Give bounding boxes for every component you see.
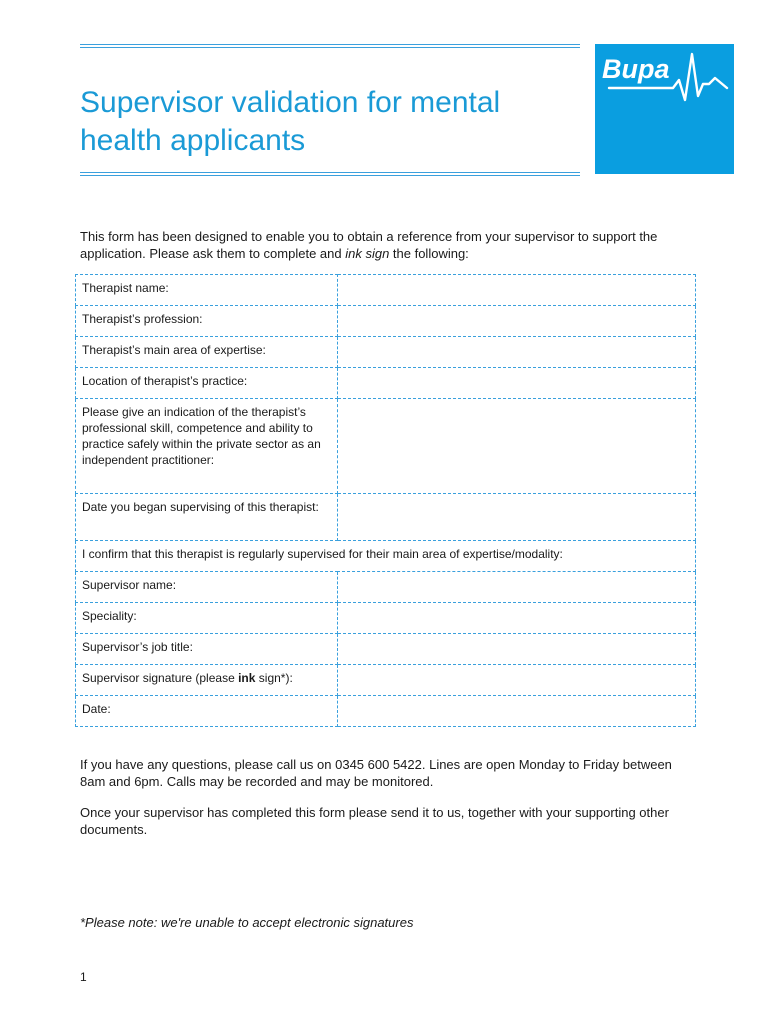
therapist-location-field[interactable] [337, 368, 695, 399]
supervisor-name-field[interactable] [337, 572, 695, 603]
signature-label-suffix: sign*): [255, 671, 293, 685]
job-title-label: Supervisor’s job title: [76, 634, 338, 665]
intro-emphasis: ink sign [345, 246, 390, 261]
date-field[interactable] [337, 696, 695, 727]
supervisor-form-table [75, 274, 696, 727]
therapist-location-label: Location of therapist’s practice: [76, 368, 338, 399]
signature-label [76, 665, 338, 696]
indication-label: Please give an indication of the therapist’s professional skill, competence and ability to practice safely within the private sector as an independent practitioner: [76, 399, 338, 494]
form-row-therapist-profession [76, 306, 696, 337]
top-rule [80, 44, 580, 48]
page-number: 1 [80, 970, 87, 984]
signature-note: *Please note: we're unable to accept electronic signatures [80, 915, 414, 930]
bottom-rule [80, 172, 580, 176]
questions-paragraph: If you have any questions, please call us on 0345 600 5422. Lines are open Monday to Friday between 8am and 6pm. Calls may be recorded and may be monitored. [80, 757, 672, 789]
confirm-statement: I confirm that this therapist is regularly supervised for their main area of expertise/modality: [76, 541, 696, 572]
signature-label-prefix: Supervisor signature (please [82, 671, 239, 685]
form-row-supervisor-name [76, 572, 696, 603]
therapist-profession-label: Therapist’s profession: [76, 306, 338, 337]
bupa-logo-mark [595, 44, 734, 174]
intro-part2: the following: [389, 246, 469, 261]
speciality-field[interactable] [337, 603, 695, 634]
form-row-therapist-location [76, 368, 696, 399]
bupa-logo-text: Bupa [602, 54, 670, 84]
signature-field[interactable] [337, 665, 695, 696]
send-paragraph: Once your supervisor has completed this form please send it to us, together with your supporting other documents. [80, 805, 669, 837]
therapist-expertise-field[interactable] [337, 337, 695, 368]
page-title: Supervisor validation for mental health applicants [80, 86, 501, 157]
date-began-label: Date you began supervising of this therapist: [76, 494, 338, 541]
speciality-label: Speciality: [76, 603, 338, 634]
form-row-confirm [76, 541, 696, 572]
therapist-name-field[interactable] [337, 275, 695, 306]
form-row-indication [76, 399, 696, 494]
form-row-date [76, 696, 696, 727]
job-title-field[interactable] [337, 634, 695, 665]
therapist-expertise-label: Therapist’s main area of expertise: [76, 337, 338, 368]
date-began-field[interactable] [337, 494, 695, 541]
indication-field[interactable] [337, 399, 695, 494]
form-row-signature [76, 665, 696, 696]
bupa-logo [595, 44, 734, 174]
therapist-name-label: Therapist name: [76, 275, 338, 306]
form-row-speciality [76, 603, 696, 634]
intro-part1: This form has been designed to enable you to obtain a reference from your supervisor to support the application. Please ask them to complete and [80, 229, 658, 261]
supervisor-name-label: Supervisor name: [76, 572, 338, 603]
therapist-profession-field[interactable] [337, 306, 695, 337]
signature-label-bold: ink [238, 671, 256, 685]
form-row-job-title [76, 634, 696, 665]
date-label: Date: [76, 696, 338, 727]
intro-text [80, 228, 680, 262]
form-row-therapist-expertise [76, 337, 696, 368]
form-row-therapist-name [76, 275, 696, 306]
form-row-date-began [76, 494, 696, 541]
